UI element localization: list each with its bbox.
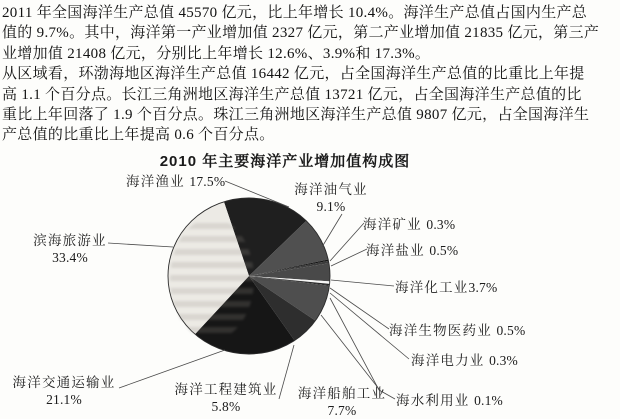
chart-title: 2010 年主要海洋产业增加值构成图 — [159, 153, 411, 170]
pie-label-bio-medicine — [389, 322, 525, 339]
text-line: 2011 年全国海洋生产总值 45570 亿元，比上年增长 10.4%。海洋生产总值占国内生产总 — [2, 5, 588, 21]
leader-line — [330, 223, 364, 261]
segment-name: 滨海旅游业 — [33, 233, 107, 248]
text-line: 值的 9.7%。其中，海洋第一产业增加值 2327 亿元，第二产业增加值 21835 亿元，第三产 — [2, 25, 600, 42]
pie-label-electric-power — [411, 352, 518, 369]
segment-name: 海洋盐业 — [366, 243, 425, 258]
segment-pct: 3.7% — [468, 280, 498, 295]
segment-pct: 5.8% — [211, 399, 241, 414]
segment-pct: 21.1% — [46, 392, 82, 407]
segment-name: 海洋渔业 — [126, 174, 185, 189]
pie-label-seawater-use — [396, 392, 503, 409]
segment-pct: 0.1% — [474, 393, 503, 408]
text-line: 产总值的比重比上年提高 0.6 个百分点。 — [2, 127, 275, 144]
leader-line — [322, 214, 342, 247]
leader-line — [331, 249, 367, 266]
segment-pct: 0.5% — [429, 243, 459, 258]
leader-line — [330, 298, 395, 399]
segment-pct: 0.5% — [496, 323, 526, 338]
pie-label-fishery — [126, 173, 225, 190]
segment-pct: 17.5% — [189, 174, 226, 189]
segment-pct: 33.4% — [52, 250, 88, 265]
pie-label-coastal-tourism — [29, 232, 111, 266]
segment-name: 海洋生物医药业 — [389, 323, 492, 338]
text-line: 从区域看，环渤海地区海洋生产总值 16442 亿元，占全国海洋生产总值的比重比上年提 — [2, 66, 585, 83]
leader-line — [321, 315, 379, 389]
leader-line — [279, 345, 294, 399]
pie-label-transport — [12, 374, 116, 408]
scan-bleed-artifact — [170, 218, 254, 340]
segment-pct: 9.1% — [316, 199, 346, 214]
segment-name: 海水利用业 — [396, 393, 470, 408]
leader-line — [330, 288, 389, 329]
pie-label-marine-engineering — [173, 381, 279, 415]
pie-label-oil-gas — [284, 181, 378, 215]
pie-label-mining — [363, 216, 455, 233]
pie-label-salt — [366, 242, 458, 259]
text-line: 高 1.1 个百分点。长江三角洲地区海洋生产总值 13721 亿元，占全国海洋生产总值的比 — [2, 86, 582, 103]
leader-line — [331, 280, 394, 286]
segment-pct: 0.3% — [426, 217, 456, 232]
segment-name: 海洋化工业 — [395, 280, 469, 295]
segment-name: 海洋电力业 — [411, 353, 485, 368]
segment-name: 海洋交通运输业 — [12, 375, 116, 390]
pie-label-shipbuilding — [296, 385, 388, 419]
segment-name: 海洋工程建筑业 — [174, 382, 278, 397]
segment-name: 海洋油气业 — [294, 182, 368, 197]
segment-pct: 0.3% — [489, 353, 518, 368]
segment-name: 海洋船舶工业 — [297, 386, 387, 401]
leader-line — [108, 243, 173, 247]
segment-name: 海洋矿业 — [363, 217, 422, 232]
text-line: 重比上年回落了 1.9 个百分点。珠江三角洲地区海洋生产总值 9807 亿元，占全国海洋生 — [2, 107, 590, 124]
pie-label-chemical — [395, 279, 497, 296]
segment-pct: 7.7% — [327, 403, 357, 418]
text-line: 业增加值 21408 亿元，分别比上年增长 12.6%、3.9%和 17.3%。 — [2, 45, 431, 62]
